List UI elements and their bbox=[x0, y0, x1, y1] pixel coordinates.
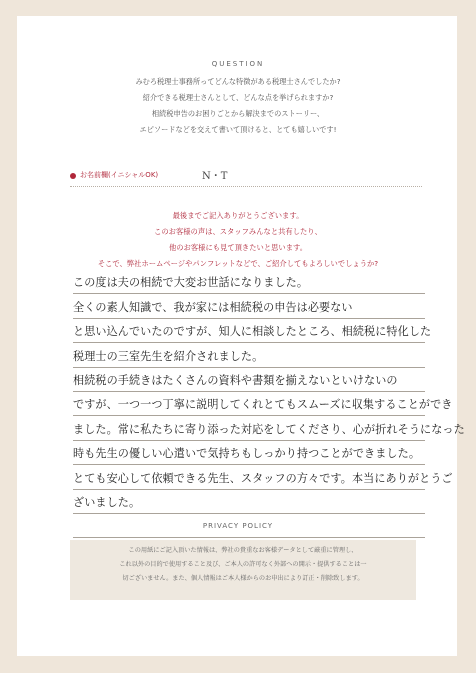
question-text bbox=[0, 74, 476, 138]
ruled-line bbox=[73, 465, 453, 489]
question-line: エピソードなどを交えて書いて頂けると、とても嬉しいです! bbox=[139, 125, 337, 134]
closing-line: このお客様の声は、スタッフみんなと共有したり、 bbox=[154, 227, 322, 236]
ruled-line bbox=[73, 368, 425, 392]
handwritten-line: ざいました。 bbox=[73, 495, 141, 509]
closing-line: 他のお客様にも見て頂きたいと思います。 bbox=[168, 243, 308, 252]
handwritten-line: とても安心して依頼できる先生、スタッフの方々です。本当にありがとうご bbox=[73, 471, 453, 485]
ruled-line bbox=[73, 270, 425, 294]
ruled-line bbox=[73, 294, 425, 318]
ruled-line bbox=[73, 343, 425, 367]
question-title: QUESTION bbox=[211, 60, 265, 68]
bullet-icon bbox=[70, 173, 76, 179]
name-field-value: N・T bbox=[202, 171, 228, 182]
privacy-line: 切ございません。また、個人情報はご本人様からのお申出により訂正・削除致します。 bbox=[122, 575, 364, 582]
handwritten-line: 全くの素人知識で、我が家には相続税の申告は必要ない bbox=[73, 300, 353, 314]
privacy-title: PRIVACY POLICY bbox=[202, 522, 274, 530]
ruled-line bbox=[73, 416, 465, 440]
ruled-line bbox=[73, 392, 453, 416]
privacy-text bbox=[70, 544, 416, 586]
handwritten-line: この度は夫の相続で大変お世話になりました。 bbox=[73, 276, 309, 290]
question-line: みむろ税理士事務所ってどんな特徴がある税理士さんでしたか? bbox=[135, 77, 341, 86]
ruled-line bbox=[73, 441, 425, 465]
closing-line: そこで、弊社ホームページやパンフレットなどで、ご紹介してもよろしいでしょうか? bbox=[97, 259, 379, 268]
ruled-line bbox=[73, 490, 425, 514]
handwritten-answer bbox=[73, 270, 465, 538]
handwritten-line: ですが、一つ一つ丁寧に説明してくれとてもスムーズに収集することができ bbox=[73, 398, 453, 412]
privacy-line: この用紙にご記入頂いた情報は、弊社の貴重なお客様データとして厳重に管理し、 bbox=[128, 547, 358, 554]
handwritten-line: 相続税の手続きはたくさんの資料や書類を揃えないといけないの bbox=[73, 373, 398, 387]
name-field-label: お名前欄(イニシャルOK) bbox=[80, 171, 159, 179]
handwritten-line: 税理士の三室先生を紹介されました。 bbox=[73, 349, 264, 363]
question-line: 相続税申告のお困りごとから解決までのストーリー、 bbox=[151, 109, 325, 118]
name-field bbox=[70, 170, 422, 187]
handwritten-line: 時も先生の優しい心遣いで気持ちもしっかり持つことができました。 bbox=[73, 447, 421, 461]
closing-message bbox=[0, 208, 476, 272]
privacy-line: これ以外の目的で使用すること及び、ご本人の許可なく外部への開示・提供することは一 bbox=[119, 561, 367, 568]
closing-line: 最後までご記入ありがとうございます。 bbox=[172, 211, 304, 220]
handwritten-line: と思い込んでいたのですが、知人に相談したところ、相続税に特化した bbox=[73, 325, 432, 339]
question-line: 紹介できる税理士さんとして、どんな点を挙げられますか? bbox=[142, 93, 334, 102]
privacy-policy-box bbox=[70, 540, 416, 600]
handwritten-line: ました。常に私たちに寄り添った対応をしてくださり、心が折れそうになった bbox=[73, 422, 465, 436]
ruled-line bbox=[73, 319, 432, 343]
